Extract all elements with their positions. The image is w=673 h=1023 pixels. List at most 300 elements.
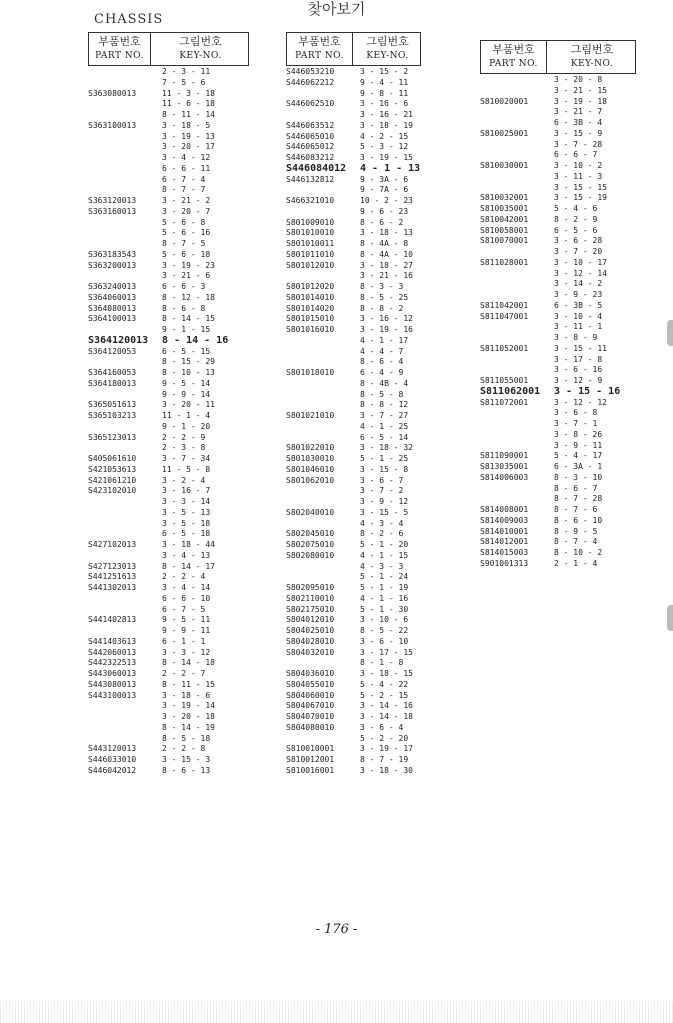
part-number: S810012001 [286,755,335,764]
index-row [88,185,249,196]
index-row [480,279,636,290]
key-number: 8 - 7 - 19 [360,755,409,764]
index-row [480,344,636,355]
key-number: 3 - 15 - 11 [554,343,607,353]
part-number: S801015010 [286,314,335,324]
key-number: 3 - 7 - 1 [554,419,598,428]
part-number [88,67,156,78]
part-number [480,419,550,430]
index-row [286,540,421,551]
part-number: S363183543 [88,249,137,259]
index-row [480,97,636,108]
part-number [480,408,550,419]
part-number: S801030010 [286,454,335,463]
key-number: 8 - 5 - 22 [360,626,409,635]
index-row [88,271,249,282]
key-number: 8 - 4A - 8 [360,239,409,248]
part-number [286,336,356,347]
part-number [88,99,156,110]
key-number: 8 - 7 - 6 [554,505,598,514]
index-row [286,648,421,659]
key-number: 3 - 10 - 4 [554,311,603,321]
index-row [286,390,421,401]
index-row [286,379,421,390]
key-number: 8 - 10 - 13 [162,368,215,377]
key-number: 3 - 4 - 12 [162,153,211,162]
index-row [286,433,421,444]
part-number [88,132,156,143]
index-row [88,99,249,110]
part-number: S810042001 [480,214,529,224]
index-row [88,218,249,229]
part-number [286,110,356,121]
key-number: 3 - 19 - 23 [162,260,215,270]
part-number: S801062010 [286,475,335,485]
key-number: 8 - 8 - 2 [360,303,404,313]
index-row [480,537,636,548]
index-row [286,701,421,712]
index-row [286,293,421,304]
index-row [286,89,421,100]
key-number: 4 - 4 - 7 [360,346,404,356]
part-number [88,78,156,89]
part-number: S804012010 [286,615,335,625]
part-number [88,271,156,282]
index-row [286,261,421,272]
key-number: 3 - 14 - 18 [360,712,413,721]
key-number: 9 - 5 - 11 [162,615,211,625]
key-no-header-en: KEY-NO. [179,51,222,61]
key-number: 3 - 19 - 15 [360,153,413,162]
part-number [286,519,356,530]
index-row [286,422,421,433]
key-number: 3 - 6 - 8 [554,408,598,418]
part-number [286,89,356,100]
key-number: 7 - 5 - 6 [162,77,206,87]
index-row [286,185,421,196]
index-row [88,454,249,465]
index-row [286,669,421,680]
part-number [286,390,356,401]
part-number: S810010001 [286,744,335,754]
key-number: 5 - 4 - 22 [360,679,409,689]
key-number: 8 - 6 - 13 [162,765,211,775]
key-number: 8 - 6 - 8 [162,303,206,313]
part-number [88,153,156,164]
key-number: 5 - 6 - 18 [162,249,211,259]
key-number: 3 - 19 - 14 [162,701,215,711]
part-number: S811047001 [480,311,529,321]
key-number: 6 - 3B - 5 [554,300,603,310]
entry-list [480,75,636,570]
key-number: 3 - 20 - 7 [162,206,211,216]
index-row [88,465,249,476]
part-number: S801012020 [286,282,335,291]
part-number [88,519,156,530]
index-row [480,107,636,118]
part-number [480,140,550,151]
key-number: 3 - 3 - 12 [162,647,211,657]
key-number: 3 - 18 - 19 [360,120,413,130]
part-number [88,175,156,186]
index-row [88,250,249,261]
key-number: 3 - 18 - 13 [360,228,413,238]
index-column-3 [480,40,636,570]
part-number [480,172,550,183]
part-number: S363100013 [88,120,137,130]
index-row [88,121,249,132]
part-number [88,497,156,508]
part-number [88,390,156,401]
part-number [480,365,550,376]
key-number: 3 - 20 - 17 [162,142,215,152]
index-row [286,594,421,605]
key-number: 3 - 18 - 32 [360,443,413,453]
key-number: 9 - 9 - 14 [162,389,211,399]
key-number: 5 - 1 - 25 [360,454,409,463]
key-number: 3 - 9 - 12 [360,497,409,506]
index-row [286,325,421,336]
key-number: 6 - 7 - 4 [162,174,206,184]
part-number [88,239,156,250]
key-number: 8 - 4B - 4 [360,378,409,388]
part-number: S363080013 [88,88,137,98]
key-number: 8 - 5 - 25 [360,292,409,302]
key-number: 8 - 15 - 29 [162,357,215,367]
index-row [480,86,636,97]
key-number: 3 - 20 - 11 [162,400,215,410]
part-number: S441251613 [88,572,137,582]
part-number: S405061610 [88,454,137,463]
key-number: 3 - 5 - 18 [162,518,211,528]
index-row [480,516,636,527]
key-number: 8 - 14 - 18 [162,658,215,668]
index-row [88,304,249,315]
key-number: 8 - 6 - 2 [360,217,404,227]
index-row [286,218,421,229]
key-number: 3 - 16 - 7 [162,486,211,496]
part-number: S811042001 [480,300,529,310]
index-row [480,559,636,570]
part-number: S810035001 [480,204,529,213]
index-row [286,691,421,702]
column-header [88,32,249,66]
part-number [88,443,156,454]
index-row [480,419,636,430]
key-number: 4 - 1 - 25 [360,421,409,431]
part-number: S801014010 [286,292,335,302]
part-number: S811062001 [480,385,541,397]
index-row [480,193,636,204]
key-number: 3 - 18 - 5 [162,120,211,130]
key-number: 3 - 7 - 28 [554,139,603,149]
index-row [286,282,421,293]
index-row [286,680,421,691]
key-number: 3 - 21 - 15 [554,85,607,95]
index-row [286,239,421,250]
part-number [480,86,550,97]
key-number: 3 - 15 - 9 [554,128,603,138]
part-number: S810032001 [480,193,529,203]
index-row [286,121,421,132]
index-row [88,626,249,637]
key-number: 3 - 7 - 20 [554,247,603,256]
key-number: 3 - 6 - 16 [554,365,603,375]
index-row [88,508,249,519]
key-number: 10 - 2 - 23 [360,196,413,205]
part-number: S801014020 [286,303,335,313]
index-row [286,99,421,110]
index-row [88,390,249,401]
key-number: 9 - 4 - 11 [360,77,409,87]
part-number [480,279,550,290]
key-number: 6 - 6 - 11 [162,163,211,173]
index-row [480,527,636,538]
part-number: S802040010 [286,507,335,517]
index-row [480,312,636,323]
index-row [88,110,249,121]
key-number: 3 - 6 - 10 [360,636,409,646]
part-number: S443120013 [88,744,137,754]
key-number: 8 - 14 - 16 [162,334,229,346]
index-row [88,615,249,626]
index-row [480,150,636,161]
index-row [88,239,249,250]
key-number: 3 - 15 - 5 [360,507,409,517]
part-number: S442322513 [88,658,137,668]
key-number: 3 - 20 - 8 [554,75,603,84]
key-number: 3 - 12 - 14 [554,268,607,278]
index-row [286,271,421,282]
part-no-header-en: PART NO. [95,51,144,61]
index-row [286,615,421,626]
index-row [88,207,249,218]
index-row [88,486,249,497]
key-number: 3 - 18 - 44 [162,540,215,549]
index-row [480,473,636,484]
index-row [88,411,249,422]
key-number: 2 - 3 - 11 [162,67,211,76]
part-number: S365123013 [88,432,137,442]
part-number [88,529,156,540]
index-row [286,164,421,175]
part-number [286,400,356,411]
part-number [480,247,550,258]
part-number: S814009003 [480,515,529,525]
key-number: 3 - 15 - 16 [554,385,621,397]
key-number: 8 - 14 - 19 [162,722,215,732]
part-number [480,355,550,366]
part-number: S810020001 [480,96,529,106]
part-number: S365103213 [88,411,137,420]
part-number: S423102010 [88,486,137,496]
key-number: 3 - 21 - 6 [162,271,211,281]
key-number: 2 - 2 - 9 [162,432,206,442]
part-number: S801011010 [286,249,335,259]
key-number: 3 - 15 - 3 [162,755,211,764]
index-row [286,196,421,207]
index-row [88,562,249,573]
key-number: 4 - 3 - 3 [360,561,404,571]
index-row [286,110,421,121]
key-number: 3 - 16 - 6 [360,99,409,109]
key-no-header-en: KEY-NO. [570,59,614,69]
part-no-header-ko: 부품번호 [298,35,341,48]
part-no-header-ko: 부품번호 [98,35,141,48]
index-row [88,680,249,691]
index-row [480,140,636,151]
part-number: S363200013 [88,260,137,270]
scan-noise-strip [0,1001,673,1023]
part-number: S443100013 [88,690,137,700]
index-row [88,142,249,153]
part-number: S802045010 [286,529,335,539]
key-number: 3 - 5 - 13 [162,507,211,517]
index-row [480,172,636,183]
index-row [480,355,636,366]
index-row [286,486,421,497]
index-row [286,755,421,766]
part-number [480,107,550,118]
scan-edge-mark [667,605,673,631]
entry-list [88,67,249,777]
entry-list [286,67,421,777]
part-number: S364100013 [88,314,137,324]
index-row [480,548,636,559]
key-number: 8 - 11 - 15 [162,679,215,689]
index-row [88,78,249,89]
index-row [88,196,249,207]
key-number: 3 - 15 - 2 [360,67,409,76]
part-number [88,605,156,616]
part-number: S363240013 [88,282,137,291]
part-number [286,207,356,218]
key-number: 5 - 3 - 12 [360,142,409,152]
part-number: S427102013 [88,540,137,549]
index-row [88,583,249,594]
key-number: 8 - 6 - 7 [554,483,598,493]
index-row [286,132,421,143]
index-row [88,669,249,680]
part-number [88,551,156,562]
key-number: 4 - 1 - 15 [360,550,409,560]
key-number: 8 - 8 - 12 [360,400,409,410]
index-row [88,368,249,379]
part-number: S802080010 [286,550,335,560]
part-number: S364180013 [88,378,137,388]
index-row [286,658,421,669]
part-number [480,269,550,280]
key-number: 3 - 7 - 34 [162,454,211,463]
index-row [286,583,421,594]
part-number: S441402813 [88,615,137,625]
key-number: 4 - 3 - 4 [360,518,404,528]
index-row [286,368,421,379]
key-number: 5 - 1 - 19 [360,583,409,592]
key-number: 8 - 7 - 5 [162,239,206,248]
part-number [286,433,356,444]
index-row [480,118,636,129]
part-number [88,228,156,239]
index-row [286,562,421,573]
part-no-header-en: PART NO. [489,59,538,69]
key-number: 3 - 2 - 4 [162,475,206,485]
key-number: 2 - 3 - 8 [162,443,206,453]
index-row [286,605,421,616]
part-number [286,185,356,196]
key-number: 5 - 1 - 24 [360,572,409,582]
index-row [480,333,636,344]
index-row [286,357,421,368]
part-number [88,142,156,153]
key-number: 3 - 11 - 3 [554,171,603,181]
part-number: S802110010 [286,593,335,603]
key-number: 3 - 15 - 19 [554,193,607,203]
part-number: S421061210 [88,475,137,485]
index-row [480,215,636,226]
part-number: S811055001 [480,376,529,385]
part-number [88,218,156,229]
key-number: 11 - 3 - 18 [162,88,215,98]
key-number: 2 - 1 - 4 [554,558,598,568]
part-number [286,486,356,497]
key-number: 3 - 6 - 4 [360,722,404,732]
part-number: S801012010 [286,260,335,270]
key-number: 6 - 5 - 14 [360,432,409,442]
index-row [88,379,249,390]
key-number: 6 - 1 - 1 [162,636,206,646]
index-row [480,398,636,409]
index-row [286,67,421,78]
key-number: 5 - 4 - 17 [554,451,603,461]
key-number: 8 - 9 - 5 [554,526,598,536]
index-row [88,712,249,723]
part-no-header-ko: 부품번호 [492,43,535,56]
index-row [286,207,421,218]
part-number: S446083212 [286,153,335,162]
part-number [286,497,356,508]
key-number: 5 - 2 - 20 [360,733,409,743]
key-number: 6 - 5 - 6 [554,225,598,235]
key-number: 3 - 10 - 2 [554,161,603,170]
key-number: 3 - 14 - 16 [360,701,413,711]
part-number [88,594,156,605]
key-number: 9 - 6 - 23 [360,206,409,216]
index-row [286,347,421,358]
index-row [88,422,249,433]
index-row [480,129,636,140]
part-number: S427123013 [88,561,137,571]
index-row [480,441,636,452]
part-number [286,271,356,282]
key-number: 3 - 7 - 27 [360,411,409,420]
key-number: 8 - 14 - 15 [162,314,215,324]
part-number [88,712,156,723]
index-row [480,451,636,462]
key-number: 3 - 6 - 7 [360,475,404,485]
index-row [480,204,636,215]
index-row [88,658,249,669]
key-number: 6 - 5 - 15 [162,346,211,356]
index-row [286,411,421,422]
key-number: 2 - 2 - 7 [162,669,206,678]
index-row [480,387,636,398]
key-number: 3 - 14 - 2 [554,279,603,289]
index-row [286,476,421,487]
part-number: S365051613 [88,400,137,410]
key-number: 3 - 10 - 17 [554,257,607,267]
key-number: 3 - 15 - 8 [360,464,409,474]
